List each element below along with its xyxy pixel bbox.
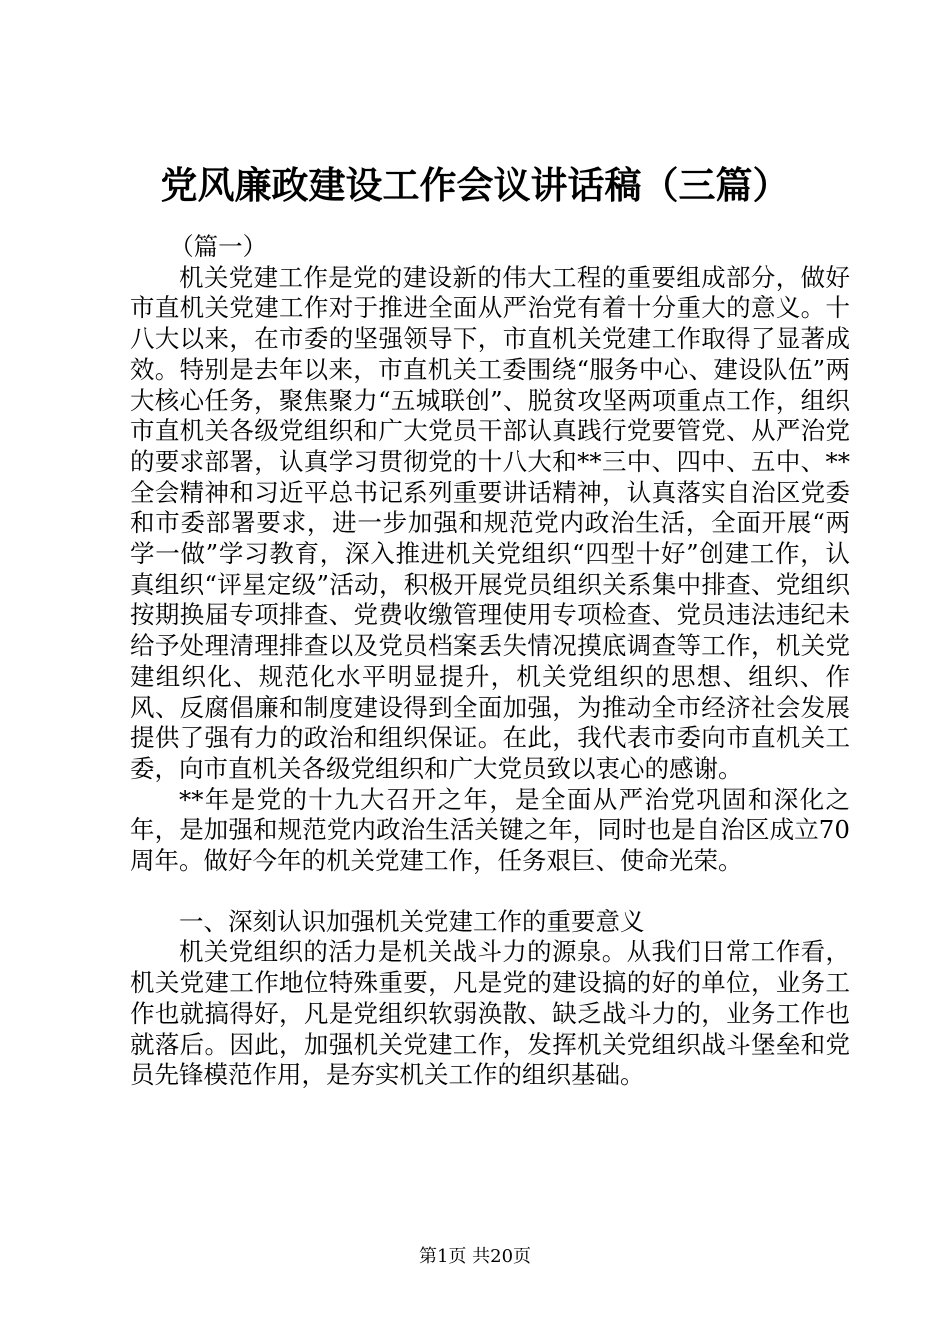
document-body: [130, 232, 850, 1091]
page-title: 党风廉政建设工作会议讲话稿（三篇）: [160, 163, 790, 207]
paragraph-2: **年是党的十九大召开之年，是全面从严治党巩固和深化之年，是加强和规范党内政治生活关键之年，同时也是自治区成立70周年。做好今年的机关党建工作，任务艰巨、使命光荣。: [130, 784, 850, 876]
section-label: （篇一）: [169, 232, 268, 261]
page-number-footer: 第1页 共20页: [418, 1246, 532, 1267]
paragraph-1: 机关党建工作是党的建设新的伟大工程的重要组成部分，做好市直机关党建工作对于推进全面从严治党有着十分重大的意义。十八大以来，在市委的坚强领导下，市直机关党建工作取得了显著成效。特别是去年以来，市直机关工委围绕“服务中心、建设队伍”两大核心任务，聚焦聚力“五城联创”、脱贫攻坚两项重点工作，组织市直机关各级党组织和广大党员干部认真践行党要管党、从严治党的要求部署，认真学习贯彻党的十八大和**三中、四中、五中、**全会精神和习近平总书记系列重要讲话精神，认真落实自治区党委和市委部署要求，进一步加强和规范党内政治生活，全面开展“两学一做”学习教育，深入推进机关党组织“四型十好”创建工作，认真组织“评星定级”活动，积极开展党员组织关系集中排查、党组织按期换届专项排查、党费收缴管理使用专项检查、党员违法违纪未给予处理清理排查以及党员档案丢失情况摸底调查等工作，机关党建组织化、规范化水平明显提升，机关党组织的思想、组织、作风、反腐倡廉和制度建设得到全面加强，为推动全市经济社会发展提供了强有力的政治和组织保证。在此，我代表市委向市直机关工委，向市直机关各级党组织和广大党员致以衷心的感谢。: [130, 262, 850, 783]
paragraph-3: 机关党组织的活力是机关战斗力的源泉。从我们日常工作看，机关党建工作地位特殊重要，凡是党的建设搞的好的单位，业务工作也就搞得好，凡是党组织软弱涣散、缺乏战斗力的，业务工作也就落后。因此，加强机关党建工作，发挥机关党组织战斗堡垒和党员先锋模范作用，是夯实机关工作的组织基础。: [130, 937, 850, 1090]
section-heading: 一、深刻认识加强机关党建工作的重要意义: [179, 906, 645, 936]
